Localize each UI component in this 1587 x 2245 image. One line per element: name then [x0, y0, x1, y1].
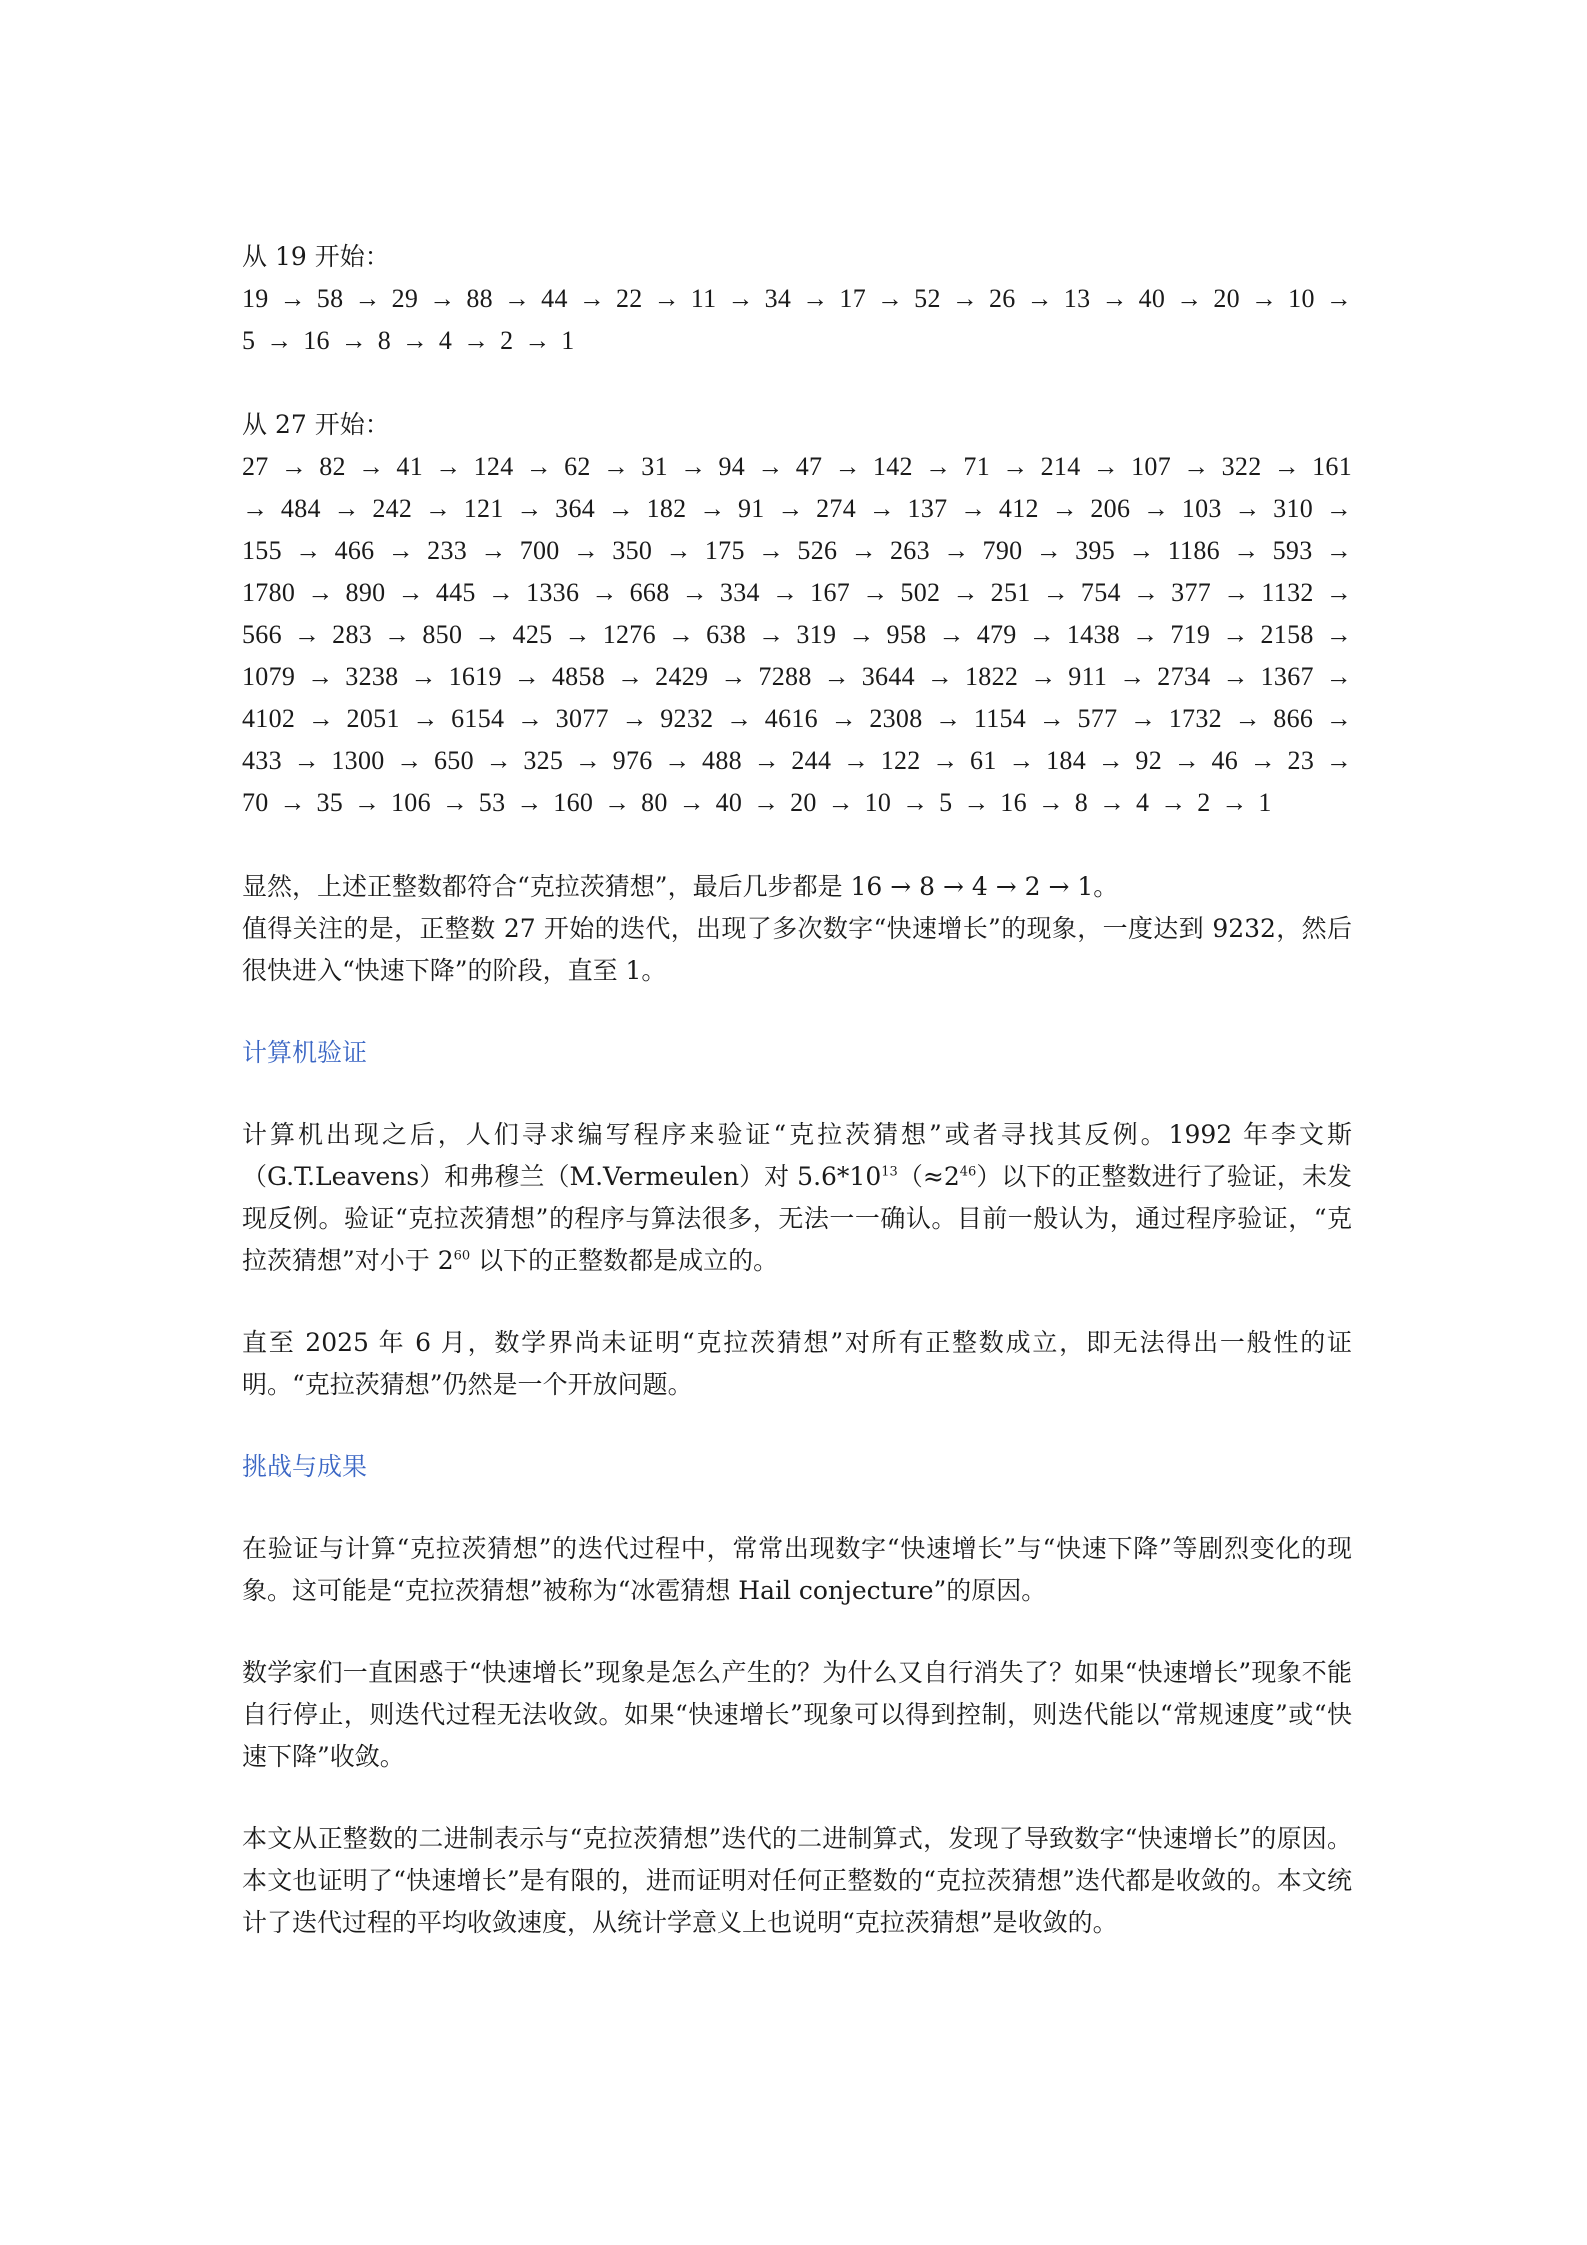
start-19-label: 从 19 开始：: [242, 242, 390, 271]
verification-text-1: 计算机出现之后，人们寻求编写程序来验证“克拉茨猜想”或者寻找其反例。1992 年李文斯（G.T.Leavens）和弗穆兰（M.Vermeulen）对 5.6*10: [242, 1120, 1352, 1191]
section-heading-verification: 计算机验证: [242, 1038, 368, 1067]
verification-paragraph-2: 直至 2025 年 6 月，数学界尚未证明“克拉茨猜想”对所有正整数成立，即无法得出一般性的证明。“克拉茨猜想”仍然是一个开放问题。: [242, 1328, 1352, 1399]
verification-text-4: 以下的正整数都是成立的。: [470, 1246, 779, 1275]
verification-text-3: ）以下的正整数进行了验证，未发现反例。验证“克拉茨猜想”的程序与算法很多，无法一一确认。目前一般认为，通过程序验证，“克拉茨猜想”对小于 2: [242, 1162, 1352, 1275]
spacer: [242, 1488, 1352, 1528]
exponent-60: 60: [453, 1248, 471, 1264]
section-heading-challenges: 挑战与成果: [242, 1452, 368, 1481]
collatz-sequence-19: 19 → 58 → 29 → 88 → 44 → 22 → 11 → 34 → 17 → 52 → 26 → 13 → 40 → 20 → 10 → 5 → 16 → 8 → 4 → 2 → 1: [242, 284, 1352, 355]
verification-text-2: （≈2: [897, 1162, 960, 1191]
spacer: [242, 1778, 1352, 1818]
observation-paragraph-2: 值得关注的是，正整数 27 开始的迭代，出现了多次数字“快速增长”的现象，一度达到 9232，然后很快进入“快速下降”的阶段，直至 1。: [242, 914, 1352, 985]
spacer: [242, 1074, 1352, 1114]
challenges-paragraph-1: 在验证与计算“克拉茨猜想”的迭代过程中，常常出现数字“快速增长”与“快速下降”等剧烈变化的现象。这可能是“克拉茨猜想”被称为“冰雹猜想 Hail conjecture”的原因。: [242, 1534, 1352, 1605]
exponent-13: 13: [881, 1164, 898, 1180]
spacer: [242, 1612, 1352, 1652]
challenges-paragraph-2: 数学家们一直困惑于“快速增长”现象是怎么产生的？为什么又自行消失了？如果“快速增长”现象不能自行停止，则迭代过程无法收敛。如果“快速增长”现象可以得到控制，则迭代能以“常规速度”或“快速下降”收敛。: [242, 1658, 1352, 1771]
verification-paragraph-1: [242, 1114, 1352, 1282]
challenges-paragraph-3: 本文从正整数的二进制表示与“克拉茨猜想”迭代的二进制算式，发现了导致数字“快速增长”的原因。本文也证明了“快速增长”是有限的，进而证明对任何正整数的“克拉茨猜想”迭代都是收敛的。本文统计了迭代过程的平均收敛速度，从统计学意义上也说明“克拉茨猜想”是收敛的。: [242, 1824, 1352, 1937]
start-27-label: 从 27 开始：: [242, 410, 390, 439]
spacer: [242, 362, 1352, 404]
exponent-46: 46: [959, 1164, 977, 1180]
spacer: [242, 1282, 1352, 1322]
spacer: [242, 824, 1352, 866]
collatz-sequence-27: 27 → 82 → 41 → 124 → 62 → 31 → 94 → 47 → 142 → 71 → 214 → 107 → 322 → 161 → 484 → 242 → 121 → 364 → 182 → 91 → 274 → 137 → 412 → 206 → 103 → 310 → 155 → 466 → 233 → 700 → 350 → 175 → 526 → 263 → 790 → 395 → 1186 → 593 → 1780 → 890 → 445 → 1336 → 668 → 334 → 167 → 502 → 251 → 754 → 377 → 1132 → 566 → 283 → 850 → 425 → 1276 → 638 → 319 → 958 → 479 → 1438 → 719 → 2158 → 1079 → 3238 → 1619 → 4858 → 2429 → 7288 → 3644 → 1822 → 911 → 2734 → 1367 → 4102 → 2051 → 6154 → 3077 → 9232 → 4616 → 2308 → 1154 → 577 → 1732 → 866 → 433 → 1300 → 650 → 325 → 976 → 488 → 244 → 122 → 61 → 184 → 92 → 46 → 23 → 70 → 35 → 106 → 53 → 160 → 80 → 40 → 20 → 10 → 5 → 16 → 8 → 4 → 2 → 1: [242, 452, 1352, 817]
observation-paragraph-1: 显然，上述正整数都符合“克拉茨猜想”，最后几步都是 16 → 8 → 4 → 2 → 1。: [242, 872, 1119, 901]
document-body: [242, 236, 1352, 1944]
spacer: [242, 1406, 1352, 1446]
spacer: [242, 992, 1352, 1032]
